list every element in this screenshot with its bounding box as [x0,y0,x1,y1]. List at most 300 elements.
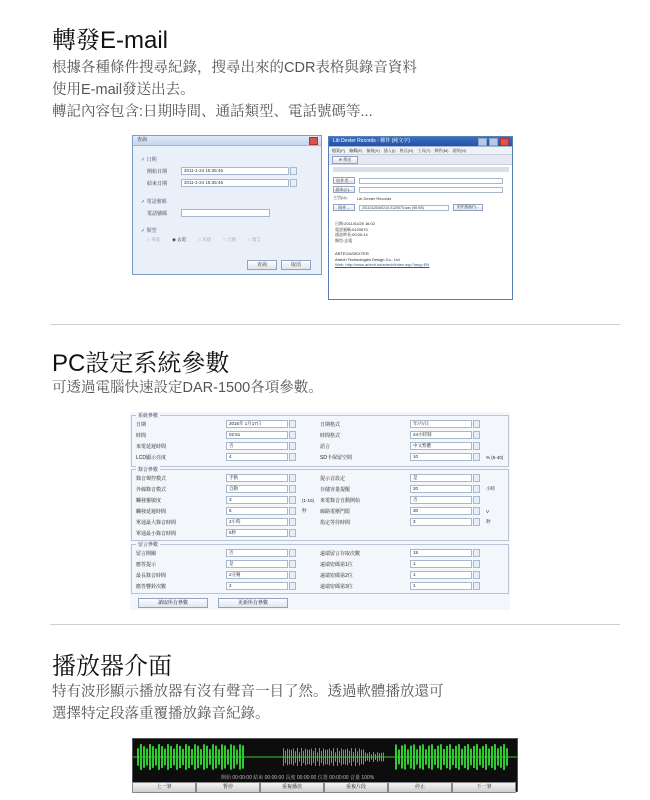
waveform-bar [313,751,314,763]
setting-value[interactable]: 10 [410,453,472,461]
dropdown-arrow-icon[interactable] [289,474,296,482]
setting-label: 留言開關 [136,550,157,557]
setting-row [320,431,480,439]
setting-row [320,496,480,504]
cc-row [333,186,503,193]
waveform-bar [407,749,409,764]
setting-row [136,453,296,461]
menu-item[interactable]: 插入(I) [383,148,396,153]
setting-value[interactable]: 4 [226,453,288,461]
setting-unit: (1-10) [302,497,315,503]
setting-value[interactable]: 否 [226,549,288,557]
waveform-bar [437,746,439,769]
player-button[interactable]: 暫停 [196,782,260,793]
waveform-bar [197,746,199,768]
setting-row [136,560,296,568]
waveform-bar [289,749,290,764]
waveform-bar [341,749,342,766]
waveform-bar [473,746,475,768]
waveform-bar [317,752,318,761]
waveform-bar [434,749,436,765]
setting-row [320,507,489,515]
setting-label: 日期格式 [320,421,341,428]
waveform-bar [212,744,214,769]
setting-row [136,571,296,579]
cc-button[interactable]: 副本(C)... [333,186,355,193]
waveform-bar [227,749,229,764]
waveform-bar [218,749,220,764]
setting-value[interactable]: 30 [410,507,472,515]
setting-value[interactable]: 自動 [226,485,288,493]
setting-value[interactable]: 是 [410,474,472,482]
waveform-bar [194,744,196,769]
waveform-bar [242,745,244,768]
dropdown-arrow-icon[interactable] [473,485,480,493]
waveform-bar [440,744,442,769]
setting-label: 指定等待時間 [320,519,351,526]
setting-label: 遠端留言存取次數 [320,550,361,557]
player-button[interactable]: 上一筆 [132,782,196,793]
waveform-bar [297,748,298,766]
setting-label: 單通最小錄音時間 [136,530,177,537]
setting-unit: 秒 [302,508,307,513]
dialog-title: 查詢 [137,137,148,143]
waveform-bar [287,749,288,766]
waveform-bar [383,752,384,761]
dropdown-arrow-icon[interactable] [289,582,296,590]
waveform-bar [381,753,382,762]
menu-item[interactable]: 說明(H) [452,148,467,153]
setting-label: 觸發靈敏度 [136,497,162,504]
attach-value[interactable]: 20110125160210-0120570.wav (95 KB) [359,205,449,211]
waveform-bar [285,751,286,764]
search-dialog [132,135,322,275]
setting-label: 語言 [320,443,331,450]
waveform-bar [167,744,169,770]
to-input[interactable] [359,178,503,184]
waveform-bar [161,746,163,768]
attach-row [333,204,483,211]
waveform-bar [158,744,160,770]
waveform-bar [371,754,372,759]
waveform-bar [291,750,292,764]
setting-value[interactable]: 2分鐘 [226,571,288,579]
website-link[interactable]: Web: http://www.artech.tw/artech/index.asp?lang=EN [335,262,430,267]
dropdown-arrow-icon[interactable] [289,571,296,579]
minimize-icon[interactable] [478,138,487,146]
close-icon[interactable] [500,138,509,146]
dropdown-arrow-icon[interactable] [289,518,296,526]
waveform-bar [443,749,445,765]
start-date-input[interactable]: 2011-1-24 15:35:45 [181,167,289,175]
waveform-bar [449,744,451,769]
to-button[interactable]: 收件者... [333,177,355,184]
dropdown-arrow-icon[interactable] [473,453,480,461]
dropdown-arrow-icon[interactable] [473,582,480,590]
menu-item[interactable]: 檢視(V) [366,148,380,153]
waveform-bar [293,748,294,765]
setting-row [320,442,480,450]
waveform-bar [301,748,302,766]
menu-item[interactable]: 工具(T) [417,148,431,153]
waveform-bar [182,749,184,765]
setting-row [136,420,296,428]
section-title-email: 轉發E-mail [52,27,169,54]
setting-row [136,582,296,590]
setting-label: 存儲容量提醒 [320,486,351,493]
cc-input[interactable] [359,187,503,193]
menu-item[interactable]: 編輯(E) [349,148,363,153]
maximize-icon[interactable] [489,138,498,146]
waveform-bar [452,749,454,765]
waveform-bar [329,749,330,766]
start-date-spinner[interactable] [290,167,297,175]
setting-row [320,582,480,590]
waveform-bar [323,749,324,766]
waveform-bar [503,744,505,770]
setting-row [136,474,296,482]
waveform-bar [347,749,348,766]
setting-row [136,518,296,526]
dropdown-arrow-icon[interactable] [289,507,296,515]
desc-line: 特有波形顯示播放器有沒有聲音一目了然。透過軟體播放還可 [52,684,444,700]
waveform-bar [398,750,400,765]
setting-row [136,529,296,537]
player-button[interactable]: 停止 [388,782,452,793]
waveform-bar [327,750,328,765]
subject-row: 主旨(U): Lib Dexter Records [333,195,392,201]
waveform-bar [395,744,397,769]
setting-label: 時間格式 [320,432,341,439]
dropdown-arrow-icon[interactable] [473,496,480,504]
waveform-bar [149,744,151,770]
setting-row [320,474,480,482]
phone-group-label: ✓ 電話號碼 [141,199,167,205]
read-all-params-button[interactable]: 讀取所有參數 [138,598,208,608]
waveform-bar [337,748,338,766]
setting-label: 觸發延遲時間 [136,508,167,515]
waveform-bar [200,749,202,765]
dropdown-arrow-icon[interactable] [473,431,480,439]
waveform-bar [367,753,368,760]
end-date-input[interactable]: 2011-1-24 15:35:45 [181,179,289,187]
setting-label: 遠端密碼第1位 [320,561,353,568]
dropdown-arrow-icon[interactable] [473,571,480,579]
dropdown-arrow-icon[interactable] [473,474,480,482]
waveform-bar [419,746,421,769]
setting-row [320,560,480,568]
to-row [333,177,503,184]
email-window [328,136,513,300]
desc-line: 選擇特定段落重覆播放錄音紀錄。 [52,706,270,722]
waveform-bar [482,746,484,768]
setting-value[interactable]: 2小時 [226,518,288,526]
player-button[interactable]: 下一筆 [452,782,516,793]
setting-label: 應答提示 [136,561,157,568]
dropdown-arrow-icon[interactable] [473,507,480,515]
waveform-bar [170,746,172,768]
setting-value[interactable]: 02:51 [226,431,288,439]
setting-value[interactable]: 15 [410,549,472,557]
setting-value[interactable]: 手動 [226,474,288,482]
dropdown-arrow-icon[interactable] [289,420,296,428]
dropdown-arrow-icon[interactable] [289,442,296,450]
setting-value[interactable]: 否 [410,496,472,504]
desc-line: 使用E-mail發送出去。 [52,82,195,98]
setting-value[interactable]: 1 [410,582,472,590]
type-option[interactable]: ◉ 去電 [171,237,187,242]
waveform-bar [152,746,154,768]
setting-value[interactable]: 24小時制 [410,431,472,439]
info-bar [333,167,509,172]
setting-label: 最長錄音時間 [136,572,167,579]
player-button[interactable]: 重複播放 [260,782,324,793]
waveform-bar [476,744,478,770]
dropdown-arrow-icon[interactable] [289,485,296,493]
setting-value[interactable]: 3 [410,518,472,526]
dropdown-arrow-icon[interactable] [473,442,480,450]
waveform-bar [500,746,502,767]
setting-value[interactable]: 是 [226,560,288,568]
setting-unit: 小時 [486,486,495,491]
waveform-bar [446,746,448,768]
attach-button[interactable]: 附件... [333,204,355,211]
query-button[interactable]: 查詢 [247,260,277,270]
waveform-bar [236,749,238,764]
waveform-bar [303,751,304,763]
setting-label: 錄音聲控模式 [136,475,167,482]
waveform-bar [377,752,378,762]
setting-row [136,431,296,439]
section-desc-player [52,681,444,725]
time-readout: 開始 00:00:00 結束 00:00:00 長度 00:00:00 位置 00:00:00 音量 100% [221,775,375,781]
setting-row [320,453,503,461]
waveform-bar [485,744,487,770]
waveform-bar [373,752,374,762]
setting-value[interactable]: 1 [410,560,472,568]
phone-row: 電話號碼 [147,209,270,217]
waveform-bar [221,744,223,769]
waveform-bar [333,748,334,766]
setting-row [136,496,314,504]
waveform-bar [491,746,493,768]
setting-label: LCD顯示亮度 [136,454,167,461]
setting-label: 外線錄音模式 [136,486,167,493]
waveform-bar [488,748,490,765]
waveform-bar [345,749,346,764]
waveform-bar [321,751,322,763]
waveform-bar [410,745,412,768]
setting-row [136,507,307,515]
email-body[interactable]: 日期:2011/01/25 16:02 電話號碼:0120570 通話時長:00:00:14 類型:去電 ARTECH/DEXTER Artech Technologies Design Co., Ltd Web: http://www.artech.tw/artech/index.asp?lang=EN [335,221,430,267]
subject-value[interactable]: Lib Dexter Records [357,195,392,201]
group-title: 錄音參數 [138,467,159,473]
waveform-bar [339,751,340,763]
setting-label: 線路電壓門限 [320,508,351,515]
waveform-bar [230,744,232,769]
waveform-bar [311,749,312,766]
waveform-bar [464,746,466,768]
setting-row [320,549,480,557]
waveform-bar [349,751,350,764]
player-button[interactable]: 重複片段 [324,782,388,793]
email-title: Lib Dexter Records - 郵件 (純文字) [333,138,410,144]
setting-value[interactable]: 中文繁體 [410,442,472,450]
setting-label: 遠端密碼第3位 [320,583,353,590]
search-dialog-titlebar [133,136,321,146]
waveform-bar [431,744,433,769]
desc-line: 根據各種條件搜尋紀錄，搜尋出來的CDR表格與錄音資料 [52,60,417,76]
setting-row [320,571,480,579]
waveform-bar [283,748,284,766]
dropdown-arrow-icon[interactable] [473,420,480,428]
waveform-bar [416,749,418,764]
cancel-button[interactable]: 取消 [281,260,311,270]
waveform-bar [179,746,181,768]
dropdown-arrow-icon[interactable] [289,529,296,537]
setting-row [136,485,296,493]
setting-label: 來電延遲時間 [136,443,167,450]
waveform-bar [224,746,226,769]
menu-item[interactable]: 格式(O) [399,148,414,153]
menu-item[interactable]: 郵件(M) [434,148,449,153]
setting-label: 日期 [136,421,147,428]
desc-line: 轉記內容包含:日期時間、通話類型、電話號碼等... [52,104,373,120]
send-button[interactable]: ✉ 傳送 [332,156,358,164]
close-icon[interactable] [309,137,318,145]
waveform-bar [361,750,362,764]
setting-unit: 秒 [486,519,491,524]
waveform-bar [143,746,145,768]
type-option[interactable]: ○ 已接 [223,237,237,242]
waveform-bar [422,744,424,769]
setting-value[interactable]: 1 [410,571,472,579]
waveform-bar [307,750,308,765]
waveform-bar [369,752,370,762]
waveform-bar [155,749,157,766]
setting-label: 遠端密碼第2位 [320,572,353,579]
type-options [147,237,261,243]
dropdown-arrow-icon[interactable] [289,496,296,504]
waveform-bar [506,748,508,765]
section-title-settings: PC設定系統參數 [52,350,230,377]
waveform-bar [379,753,380,761]
setting-row [136,549,296,557]
waveform-bar [425,749,427,765]
setting-value[interactable]: 年/月/日 [410,420,472,428]
group-title: 系統參數 [138,413,159,419]
waveform-bar [305,749,306,766]
start-date-row: 開始日期 2011-1-24 15:35:45 [147,167,297,175]
setting-label: 應答響鈴次數 [136,583,167,590]
settings-panel [130,412,510,610]
setting-label: SD卡保留空間 [320,454,352,461]
setting-row [320,518,491,526]
waveform-bar [173,749,175,766]
type-option[interactable]: ○ 未接 [198,237,212,242]
setting-value[interactable]: 5秒 [226,529,288,537]
waveform-bar [470,749,472,766]
dropdown-arrow-icon[interactable] [473,560,480,568]
waveform-bar [299,752,300,761]
waveform-bar [353,752,354,762]
end-date-row: 結束日期 2011-1-24 15:35:45 [147,179,297,187]
waveform-bar [215,746,217,769]
setting-value[interactable]: 3 [226,496,288,504]
phone-input[interactable] [181,209,270,217]
waveform-bar [239,744,241,769]
waveform-bar [176,744,178,770]
setting-value[interactable]: 2016年 1月17日 [226,420,288,428]
end-date-spinner[interactable] [290,179,297,187]
divider [50,624,620,625]
waveform-bar [401,745,403,768]
section-title-player: 播放器介面 [52,653,172,680]
dropdown-arrow-icon[interactable] [473,549,480,557]
waveform-bar [351,748,352,766]
section-desc-email [52,57,417,123]
dropdown-arrow-icon[interactable] [289,453,296,461]
setting-row [320,420,480,428]
dropdown-arrow-icon[interactable] [289,549,296,557]
waveform-bar [355,748,356,766]
setting-row [320,485,495,493]
waveform-bar [295,751,296,763]
waveform-bar [325,750,326,765]
update-all-params-button[interactable]: 更新所有參數 [218,598,288,608]
date-group-label: ✓ 日期 [141,157,157,163]
waveform-bar [494,744,496,770]
waveform-bar [479,749,481,766]
waveform-bar [343,750,344,764]
divider [50,324,620,325]
menu-item[interactable]: 檔案(F) [332,148,346,153]
waveform-bar [467,744,469,770]
setting-label: 提示音設定 [320,475,346,482]
type-option[interactable]: ○ 留言 [248,237,262,242]
waveform-bar [404,744,406,769]
type-group-label: ✓ 類型 [141,228,157,234]
type-option[interactable]: ○ 來電 [147,237,160,242]
setting-value[interactable]: 5 [226,507,288,515]
waveform-bar [233,745,235,768]
dropdown-arrow-icon[interactable] [289,431,296,439]
waveform-bar [357,751,358,762]
dropdown-arrow-icon[interactable] [289,560,296,568]
waveform-bar [188,746,190,768]
waveform-bar [375,754,376,760]
waveform-bar [365,752,366,761]
waveform-bar [458,744,460,770]
email-menubar [329,147,512,155]
dropdown-arrow-icon[interactable] [473,518,480,526]
waveform-bar [203,744,205,769]
waveform-bar [206,746,208,769]
attach-option-button[interactable]: 附件選項(P)... [453,204,483,211]
waveform-bar [363,749,364,764]
waveform-bar [185,744,187,770]
waveform-bar [413,744,415,769]
setting-value[interactable]: 否 [226,442,288,450]
setting-value[interactable]: 2 [226,582,288,590]
waveform-bar [164,749,166,766]
setting-value[interactable]: 20 [410,485,472,493]
group-title: 留言參數 [138,542,159,548]
waveform-bar [209,749,211,765]
section-desc-settings: 可透過電腦快速設定DAR-1500各項參數。 [52,380,323,396]
waveform-bar [359,748,360,765]
waveform-bar [461,749,463,765]
